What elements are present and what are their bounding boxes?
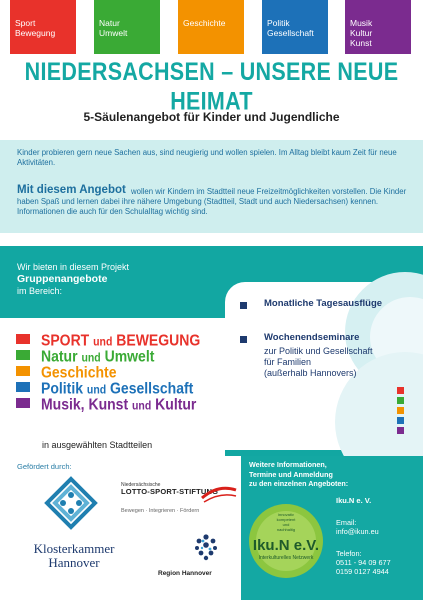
info-heading: Weitere Informationen, Termine und Anmeldung zu den einzelnen Angeboten: — [249, 460, 349, 488]
tab-label: Natur — [99, 18, 120, 28]
offer-line: Wir bieten in diesem Projekt — [17, 262, 130, 272]
ikun-logo-title: Iku.N e.V. — [252, 537, 320, 554]
color-bar — [16, 366, 30, 376]
lotto-title: LOTTO-SPORT-STIFTUNG — [121, 487, 219, 496]
item-tagesausfluege: Monatliche Tagesausflüge — [264, 298, 383, 309]
color-bar — [16, 334, 30, 344]
tab-label: Geschichte — [183, 18, 226, 28]
color-bar — [16, 350, 30, 360]
tab-label: Umwelt — [99, 28, 128, 38]
tab-politik — [262, 0, 328, 54]
lotto-tagline: Bewegen · Integrieren · Fördern — [121, 508, 200, 514]
svg-text:und: und — [282, 522, 290, 527]
mini-color-squares — [397, 387, 405, 437]
svg-text:innovativ: innovativ — [278, 512, 294, 517]
tab-label: Bewegung — [15, 28, 56, 38]
pillar-natur: Natur und Umwelt — [41, 347, 155, 365]
org-name: Iku.N e. V. — [336, 496, 372, 505]
color-square — [397, 417, 404, 424]
offer-highlight: Gruppenangebote — [17, 273, 108, 285]
subheadline: 5-Säulenangebot für Kinder und Jugendliche — [83, 110, 340, 124]
tab-label: Kunst — [350, 38, 372, 48]
category-tabs — [10, 0, 413, 54]
bullet-icon — [240, 302, 247, 309]
ikun-logo-subtitle: Interkulturelles Netzwerk — [258, 555, 314, 561]
svg-text:kompetent: kompetent — [276, 517, 296, 522]
color-square — [397, 407, 404, 414]
swoosh-icon — [200, 484, 238, 504]
phone-number-2[interactable]: 0159 0127 4944 — [336, 567, 389, 576]
klosterkammer-logo — [44, 476, 98, 530]
pillar-politik: Politik und Gesellschaft — [41, 379, 194, 397]
color-bar — [16, 398, 30, 408]
color-square — [397, 387, 404, 394]
tab-label: Sport — [15, 18, 36, 28]
tab-geschichte — [178, 0, 244, 54]
ikun-logo — [247, 502, 325, 580]
email-label: Email: — [336, 518, 357, 527]
tab-musik — [345, 0, 411, 54]
phone-number-1[interactable]: 0511 - 94 09 677 — [336, 558, 391, 567]
offer-line: im Bereich: — [17, 286, 63, 296]
pillar-sport: SPORT und BEWEGUNG — [41, 331, 201, 349]
pillar-musik: Musik, Kunst und Kultur — [41, 395, 197, 413]
tab-label: Gesellschaft — [267, 28, 314, 38]
intro-box — [0, 140, 423, 233]
stadtteile-note: in ausgewählten Stadtteilen — [42, 440, 153, 450]
info-box — [241, 456, 423, 600]
svg-text:nachhaltig: nachhaltig — [276, 527, 296, 532]
intro-paragraph-1: Kinder probieren gern neue Sachen aus, sind neugierig und wollen spielen. Im Alltag bleibt kaum Zeit für neue Aktivitäten. — [17, 148, 397, 167]
offer-intro — [17, 262, 129, 297]
funded-label: Gefördert durch: — [17, 462, 72, 471]
intro-lead: Mit diesem Angebot — [17, 184, 126, 196]
color-bar — [16, 382, 30, 392]
phone-label: Telefon: — [336, 549, 362, 558]
tab-label: Politik — [267, 18, 290, 28]
tab-label: Musik — [350, 18, 373, 28]
lotto-small-label: Niedersächsische — [121, 482, 161, 488]
item-wochenendseminare: Wochenendseminare — [264, 332, 360, 343]
tab-label: Kultur — [350, 28, 373, 38]
tab-natur — [94, 0, 160, 54]
headline: NIEDERSACHSEN – UNSERE NEUE HEIMAT — [24, 57, 399, 116]
email-link[interactable]: info@ikun.eu — [336, 527, 379, 536]
bullet-icon — [240, 336, 247, 343]
klosterkammer-name: Klosterkammer Hannover — [33, 541, 115, 570]
tab-sport — [10, 0, 76, 54]
region-hannover-name: Region Hannover — [158, 570, 212, 577]
intro-paragraph-2: wollen wir Kindern im Stadtteil neue Freizeitmöglichkeiten vorstellen. Die Kinder haben Spaß und lernen dabei ihre nähere Umgebung (Stadtteil, Stadt und auch Niedersachsen) kennen. Informationen die auch für den Schulalltag wichtig sind. — [17, 187, 407, 217]
pillar-color-bars — [16, 334, 32, 414]
color-square — [397, 397, 404, 404]
pillar-geschichte: Geschichte — [41, 363, 117, 381]
region-hannover-logo — [191, 532, 221, 562]
item-wochenendseminare-body: zur Politik und Gesellschaft für Familien (außerhalb Hannovers) — [264, 346, 373, 378]
color-square — [397, 427, 404, 434]
